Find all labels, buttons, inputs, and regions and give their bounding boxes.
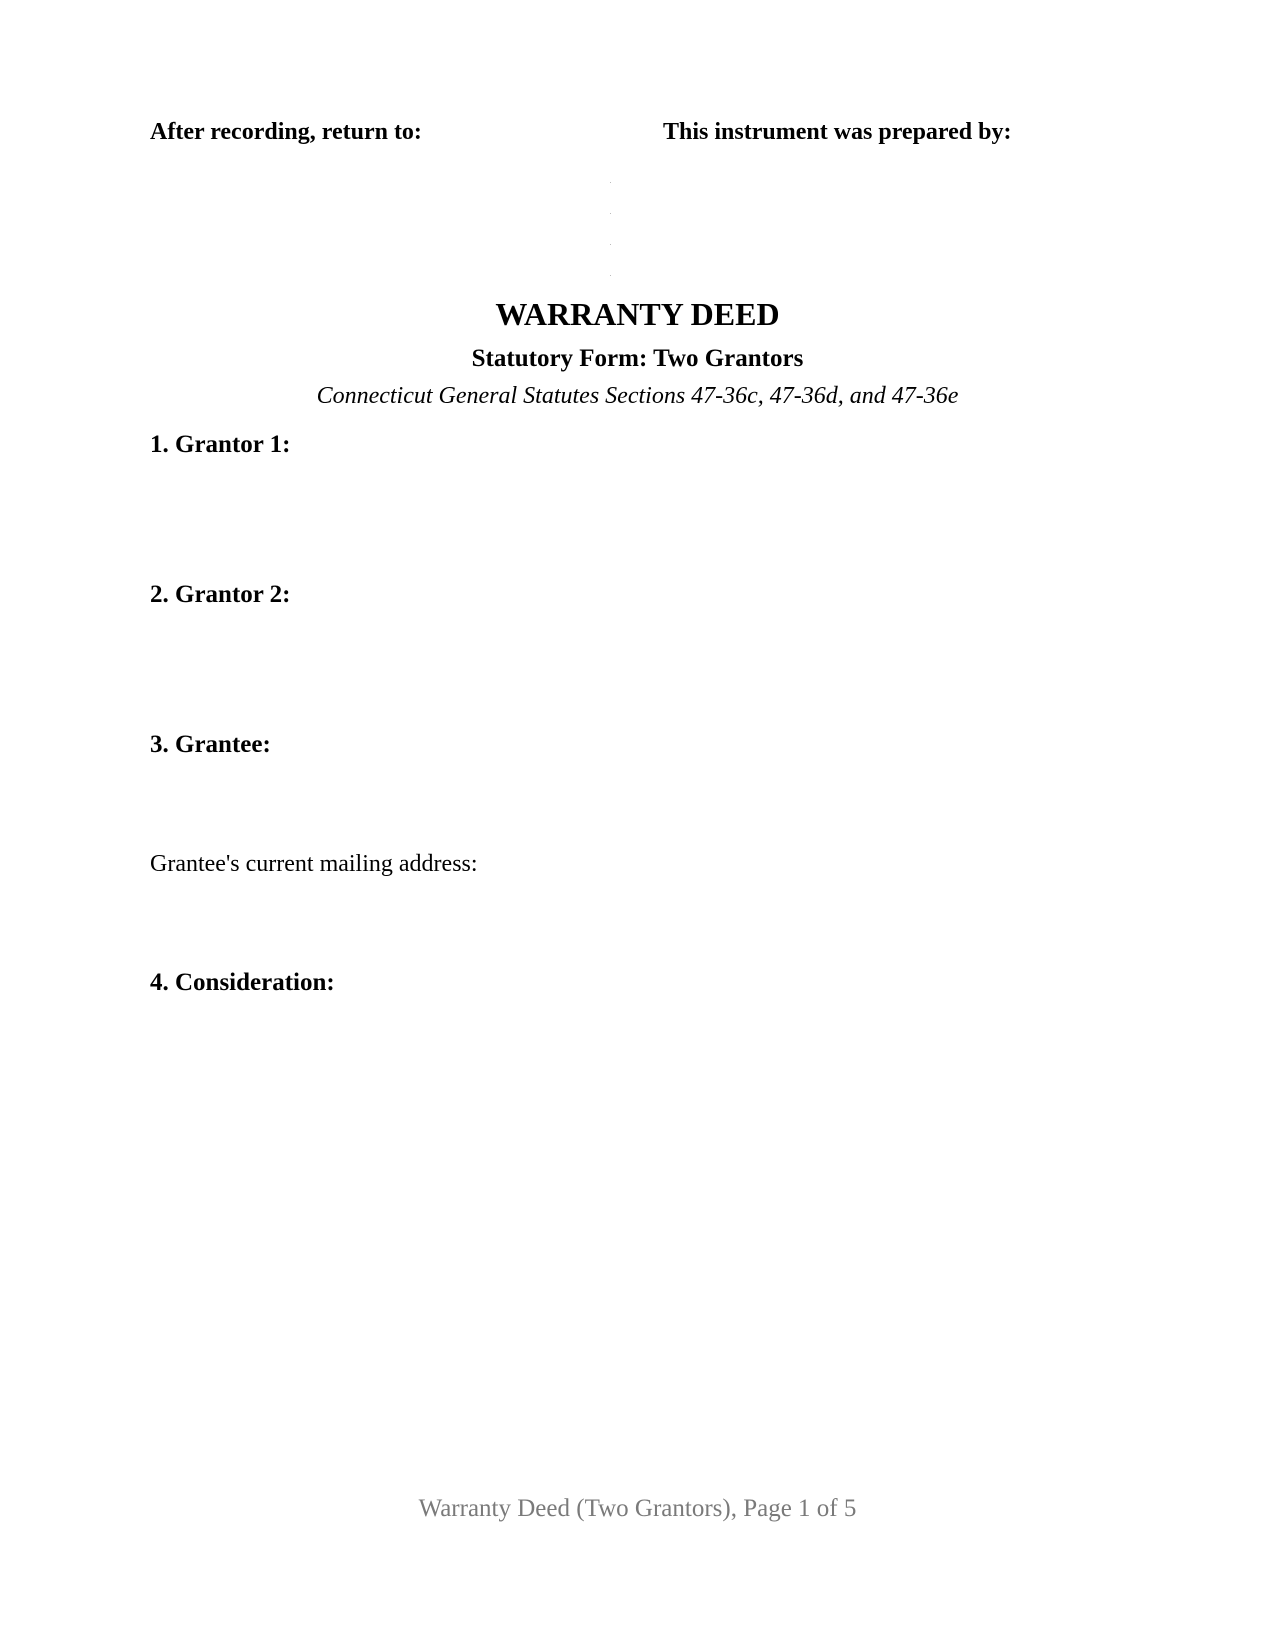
return-to-label: After recording, return to: bbox=[150, 119, 422, 145]
prepared-by-label: This instrument was prepared by: bbox=[663, 119, 1012, 145]
grantee-address-label: Grantee's current mailing address: bbox=[150, 851, 478, 877]
section-grantee: 3. Grantee: bbox=[150, 731, 271, 758]
document-subtitle: Statutory Form: Two Grantors bbox=[471, 345, 804, 372]
section-grantor-1: 1. Grantor 1: bbox=[150, 431, 291, 458]
section-consideration: 4. Consideration: bbox=[150, 969, 335, 996]
statute-reference: Connecticut General Statutes Sections 47-36c, 47-36d, and 47-36e bbox=[316, 383, 959, 409]
document-title: WARRANTY DEED bbox=[495, 296, 780, 332]
mark-dot bbox=[610, 275, 611, 276]
mark-dot bbox=[610, 244, 611, 245]
mark-dot bbox=[610, 182, 611, 183]
recording-area-marks bbox=[610, 182, 614, 306]
section-grantor-2: 2. Grantor 2: bbox=[150, 581, 291, 608]
mark-dot bbox=[610, 213, 611, 214]
page-footer: Warranty Deed (Two Grantors), Page 1 of 5 bbox=[418, 1495, 857, 1522]
